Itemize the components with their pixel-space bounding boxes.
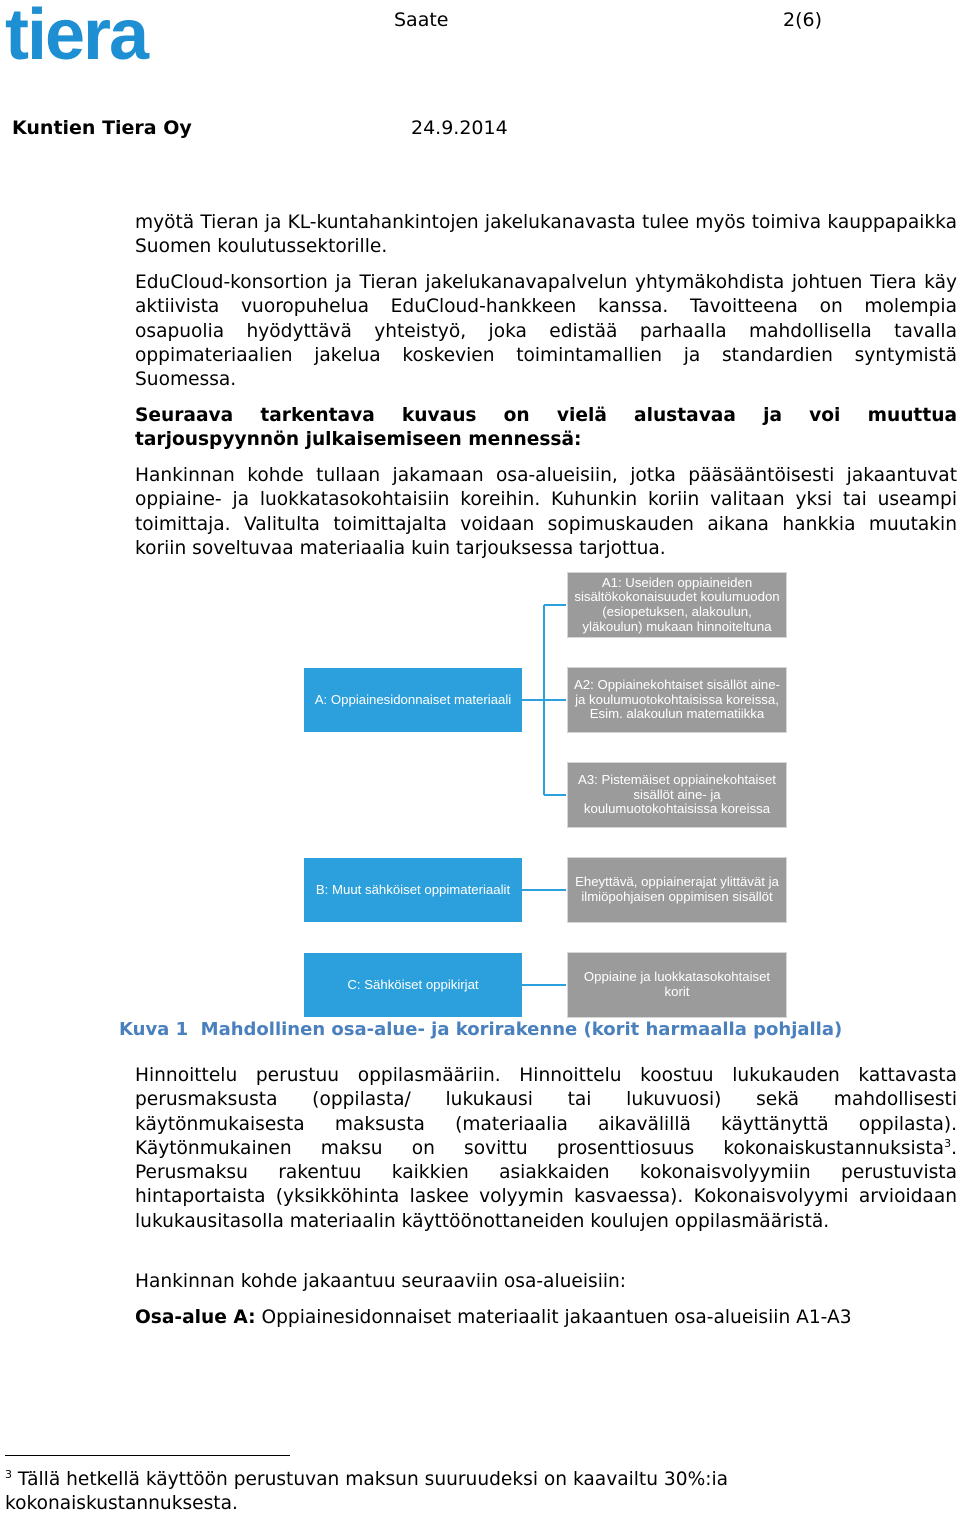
basket-a3: A3: Pistemäiset oppiainekohtaiset sisällöt aine- ja koulumuotokohtaisissa koreissa [568, 763, 786, 827]
area-c-box: C: Sähköiset oppikirjat [304, 953, 522, 1017]
footnote-number: 3 [5, 1467, 12, 1481]
area-a-label: Osa-alue A: [135, 1307, 256, 1328]
document-type: Saate [394, 9, 449, 31]
basket-c1: Oppiaine ja luokkatasokohtaiset korit [568, 953, 786, 1017]
area-a-text: Oppiainesidonnaiset materiaalit jakaantuen osa-alueisiin A1-A3 [255, 1307, 852, 1328]
basket-b1: Eheyttävä, oppiainerajat ylittävät ja ilmiöpohjaisen oppimisen sisällöt [568, 858, 786, 922]
paragraph-educloud: EduCloud-konsortion ja Tieran jakelukanavapalvelun yhtymäkohdista johtuen Tiera käy aktiivista vuoropuhelua EduCloud-hankkeen kanssa. Tavoitteena on molempia osapuolia hyödyttävä yhteistyö, joka edistää parhaalla mahdollisella tavalla oppimateriaalien jakelua koskevien toimintamallien ja standardien syntymistä Suomessa. [135, 272, 957, 391]
caption-text: Mahdollinen osa-alue- ja korirakenne (korit harmaalla pohjalla) [200, 1019, 843, 1040]
pricing-text: Hinnoittelu perustuu oppilasmääriin. Hinnoittelu koostuu lukukauden kattavasta perusmaksusta (oppilasta/ lukukausi tai lukuvuosi) sekä mahdollisesti käytönmukaisesta maksusta (materiaalia aikavälillä käyttänyttä oppilasta). Käytönmukainen maksu on sovittu prosenttiosuus kokonaiskustannuksista [135, 1065, 957, 1159]
basket-a1: A1: Useiden oppiaineiden sisältökokonaisuudet koulumuodon (esiopetuksen, alakoulun, yläkoulun) mukaan hinnoiteltuna [568, 573, 786, 637]
paragraph-procurement-baskets: Hankinnan kohde tullaan jakamaan osa-alueisiin, jotka pääsääntöisesti jakaantuvat oppiaine- ja luokkatasokohtaisiin koreihin. Kuhunkin koriin valitaan yksi tai useampi toimittaja. Valitulta toimittajalta voidaan sopimuskauden aikana hankkia muutakin koriin soveltuvaa materiaalia kuin tarjouksessa tarjottua. [135, 465, 957, 559]
paragraph-area-a [135, 1306, 957, 1330]
paragraph-pricing [135, 1064, 957, 1234]
figure-caption [119, 1019, 842, 1041]
footnote-text: Tällä hetkellä käyttöön perustuvan maksun suuruudeksi on kaavailtu 30%:ia kokonaiskustannuksesta. [5, 1469, 729, 1514]
paragraph-preliminary-note: Seuraava tarkentava kuvaus on vielä alustavaa ja voi muuttua tarjouspyynnön julkaisemiseen mennessä: [135, 405, 957, 451]
area-a-box: A: Oppiainesidonnaiset materiaali [304, 668, 522, 732]
caption-label: Kuva 1 [119, 1019, 189, 1040]
basket-a2: A2: Oppiainekohtaiset sisällöt aine-ja koulumuotokohtaisissa koreissa, Esim. alakoulun matematiikka [568, 668, 786, 732]
footnote-ref: 3 [944, 1136, 952, 1150]
paragraph-subareas-intro: Hankinnan kohde jakaantuu seuraaviin osa-alueisiin: [135, 1271, 627, 1292]
document-date: 24.9.2014 [411, 117, 508, 139]
tiera-logo: tiera [5, 0, 148, 75]
pricing-text-cont: . Perusmaksu rakentuu kaikkien asiakkaiden kokonaisvolyymiin perustuvista hintaportaista (yksikköhinta laskee volyymin kasvaessa). Kokonaisvolyymi arvioidaan lukukausitasolla materiaalin käyttöönottaneiden koulujen oppilasmääristä. [135, 1137, 957, 1232]
page-number: 2(6) [783, 9, 823, 31]
area-b-box: B: Muut sähköiset oppimateriaalit [304, 858, 522, 922]
footnote [5, 1468, 825, 1516]
paragraph-marketplace: myötä Tieran ja KL-kuntahankintojen jakelukanavasta tulee myös toimiva kauppapaikka Suomen koulutussektorille. [135, 212, 957, 258]
company-name: Kuntien Tiera Oy [12, 117, 192, 139]
footnote-divider [5, 1455, 290, 1456]
